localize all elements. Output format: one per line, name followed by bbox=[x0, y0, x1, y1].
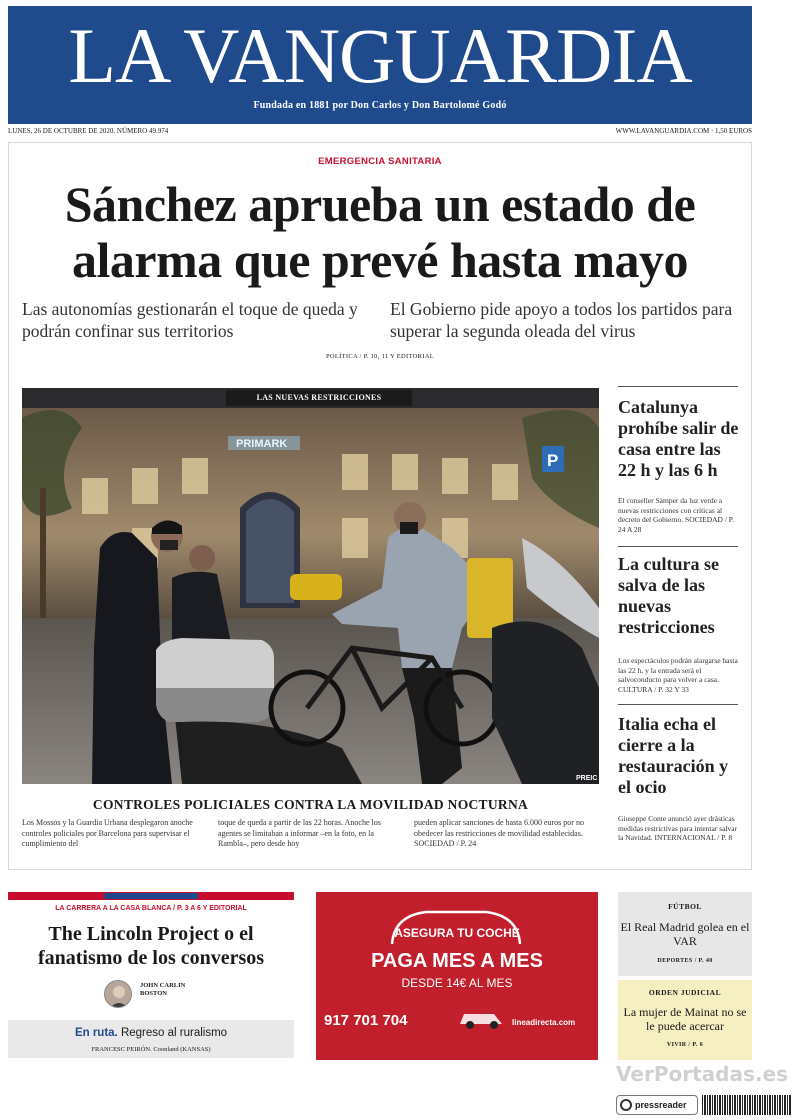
watermark: VerPortadas.es bbox=[616, 1062, 788, 1086]
sidebox-1-head: El Real Madrid golea en el VAR bbox=[620, 920, 750, 948]
sidebar-rule bbox=[618, 386, 738, 387]
pressreader-icon bbox=[620, 1099, 632, 1111]
author-avatar bbox=[104, 980, 132, 1008]
photo-caption-col1: Los Mossos y la Guardia Urbana desplegaron anoche controles policiales por Barcelona para supervisar el cumplimiento del bbox=[22, 818, 193, 848]
ad-url: lineadirecta.com bbox=[512, 1018, 576, 1027]
barcode bbox=[702, 1095, 792, 1115]
sidebar-story-1-body: El conseller Sàmper da luz verde a nuevas restricciones con críticas al decreto del Gobierno. SOCIEDAD / P. 24 A 28 bbox=[618, 496, 735, 534]
primark-sign: PRIMARK bbox=[236, 438, 288, 450]
lead-headline-line1: Sánchez aprueba un estado de bbox=[64, 176, 696, 232]
dateline: LUNES, 26 DE OCTUBRE DE 2020. NÚMERO 49.974 bbox=[8, 127, 169, 135]
photo-tag: LAS NUEVAS RESTRICCIONES bbox=[226, 390, 412, 406]
sidebar-story-3-head[interactable]: Italia echa el cierre a la restauración y el ocio bbox=[618, 714, 729, 797]
photo-caption-col2: toque de queda a partir de las 22 horas. Anoche los agentes se limitaban a informar –en la foto, en la Rambla–, pero desde hoy bbox=[218, 818, 381, 848]
flag-stars-icon bbox=[104, 893, 198, 899]
pressreader-badge[interactable]: pressreader bbox=[616, 1095, 698, 1115]
sidebox-2-kicker: ORDEN JUDICIAL bbox=[648, 988, 722, 997]
sidebar-rule bbox=[618, 546, 738, 547]
masthead-founded: Fundada en 1881 por Don Carlos y Don Bartolomé Godó bbox=[253, 100, 507, 111]
author-byline bbox=[140, 982, 185, 998]
car-icon bbox=[456, 1006, 506, 1030]
lead-kicker: EMERGENCIA SANITARIA bbox=[318, 156, 442, 167]
masthead bbox=[8, 6, 752, 124]
bottom-headline-line2: fanatismo de los conversos bbox=[37, 947, 265, 969]
web-price: WWW.LAVANGUARDIA.COM · 1,50 EUROS bbox=[615, 127, 752, 135]
ad-line2: PAGA MES A MES bbox=[371, 950, 543, 972]
sidebox-1-ref: DEPORTES / P. 40 bbox=[657, 958, 713, 964]
ad-phone: 917 701 704 bbox=[324, 1012, 408, 1029]
ad-line3: DESDE 14€ AL MES bbox=[401, 976, 513, 990]
lead-headline-line2: alarma que prevé hasta mayo bbox=[71, 232, 689, 288]
main-photo[interactable] bbox=[22, 388, 599, 784]
bottom-headline-line1: The Lincoln Project o el bbox=[48, 923, 254, 945]
en-ruta-text: Regreso al ruralismo bbox=[120, 1027, 228, 1039]
sidebar-story-2-body: Los espectáculos podrán alargarse hasta las 22 h, y la entrada será el salvoconducto para volver a casa. CULTURA / P. 32 Y 33 bbox=[618, 656, 738, 694]
lead-headline[interactable] bbox=[8, 176, 752, 288]
photo-scene-icon bbox=[22, 388, 599, 784]
ad-banner[interactable] bbox=[316, 892, 598, 1060]
photo-caption-head: CONTROLES POLICIALES CONTRA LA MOVILIDAD NOCTURNA bbox=[92, 797, 529, 812]
sidebar-rule bbox=[618, 704, 738, 705]
bottom-kicker: LA CARRERA A LA CASA BLANCA / P. 3 A 6 Y EDITORIAL bbox=[55, 905, 247, 912]
masthead-title: LA VANGUARDIA bbox=[68, 12, 692, 99]
en-ruta-byline: FRANCESC PEIRÓN. Coonland (KANSAS) bbox=[91, 1046, 211, 1053]
ad-line1: ASEGURA TU COCHE bbox=[394, 926, 520, 940]
en-ruta-line bbox=[8, 1027, 294, 1039]
lead-deck-left: Las autonomías gestionarán el toque de queda y podrán confinar sus territorios bbox=[22, 299, 358, 341]
lead-ref: POLÍTICA / P. 10, 11 Y EDITORIAL bbox=[325, 353, 435, 360]
sidebar-story-3-body: Giuseppe Conte anunció ayer drásticas medidas restrictivas para intentar salvar la Navidad. INTERNACIONAL / P. 8 bbox=[618, 814, 738, 842]
en-ruta-label: En ruta. bbox=[74, 1027, 118, 1039]
sidebar-story-1-head[interactable]: Catalunya prohíbe salir de casa entre las 22 h y las 6 h bbox=[618, 397, 739, 480]
svg-text:P: P bbox=[547, 451, 559, 470]
lead-deck-right: El Gobierno pide apoyo a todos los partidos para superar la segunda oleada del virus bbox=[390, 299, 733, 341]
sidebar-story-2-head[interactable]: La cultura se salva de las nuevas restricciones bbox=[618, 554, 719, 637]
bottom-headline[interactable] bbox=[8, 922, 294, 970]
photo-caption-col3: pueden aplicar sanciones de hasta 6.000 euros por no obedecer las restricciones de movilidad establecidas. SOCIEDAD / P. 24 bbox=[414, 818, 584, 848]
sidebox-2-head: La mujer de Mainat no se le puede acercar bbox=[623, 1005, 747, 1033]
author-name: JOHN CARLIN bbox=[140, 982, 186, 989]
svg-text:PREIC: PREIC bbox=[576, 775, 598, 782]
sidebox-2-ref: VIVIR / P. 6 bbox=[666, 1042, 704, 1048]
author-place: BOSTON bbox=[140, 990, 167, 997]
sidebox-1-kicker: FÚTBOL bbox=[668, 902, 702, 911]
